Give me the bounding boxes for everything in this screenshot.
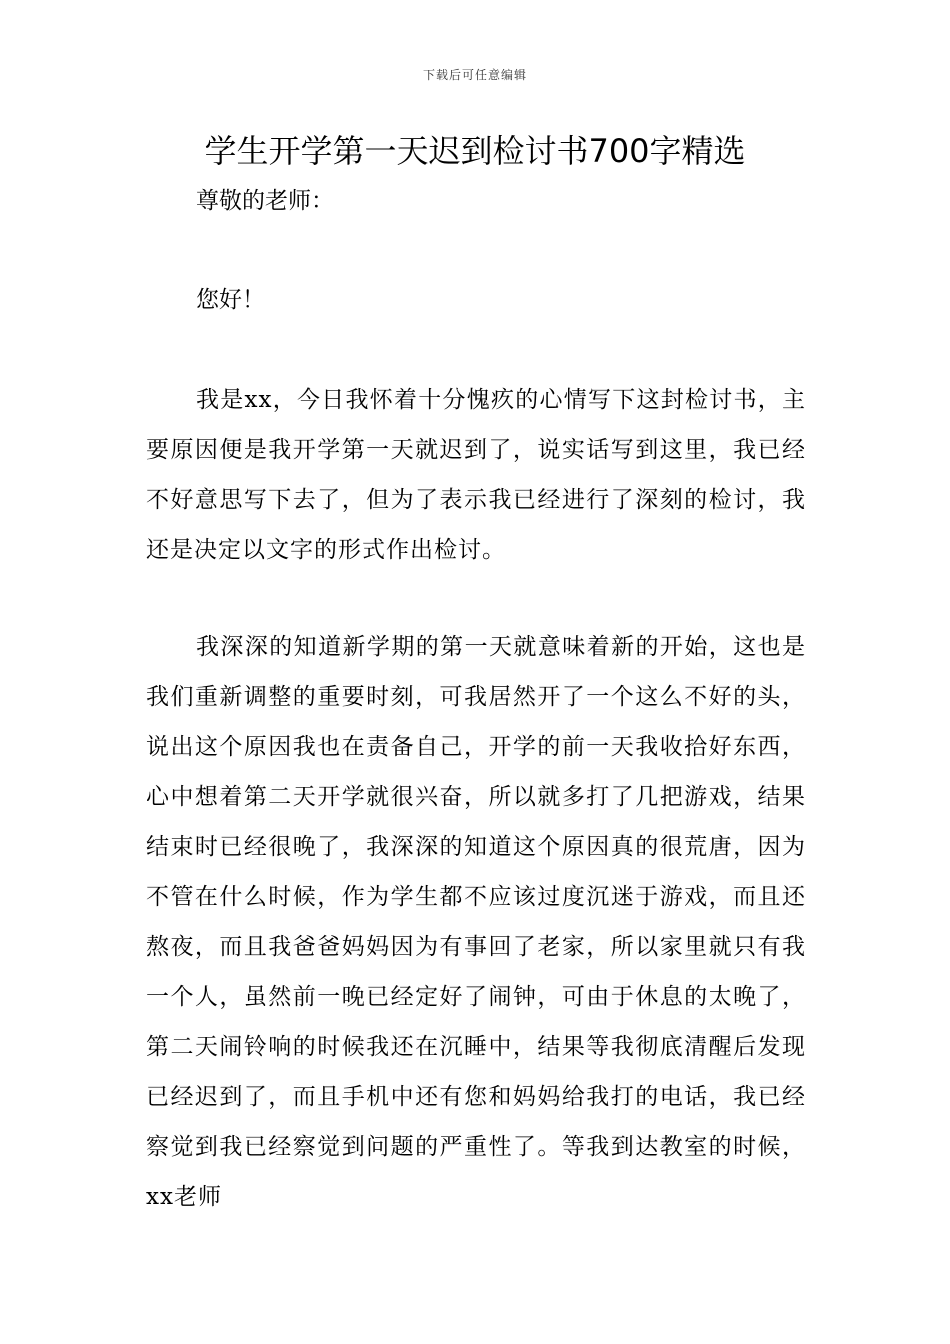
document-title: 学生开学第一天迟到检讨书700字精选	[204, 132, 746, 170]
body-paragraph-2: 我深深的知道新学期的第一天就意味着新的开始，这也是我们重新调整的重要时刻，可我居然开了一个这么不好的头，说出这个原因我也在责备自己，开学的前一天我收拾好东西，心中想着第二天开学就很兴奋，所以就多打了几把游戏，结果结束时已经很晚了，我深深的知道这个原因真的很荒唐，因为不管在什么时候，作为学生都不应该过度沉迷于游戏，而且还熬夜，而且我爸爸妈妈因为有事回了老家，所以家里就只有我一个人，虽然前一晚已经定好了闹钟，可由于休息的太晚了，第二天闹铃响的时候我还在沉睡中，结果等我彻底清醒后发现已经迟到了，而且手机中还有您和妈妈给我打的电话，我已经察觉到我已经察觉到问题的严重性了。等我到达教室的时候，xx老师	[146, 634, 806, 1210]
greeting: 您好！	[196, 287, 265, 313]
header-note: 下载后可任意编辑	[422, 68, 527, 82]
salutation: 尊敬的老师：	[196, 188, 334, 214]
body-paragraph-1: 我是xx，今日我怀着十分愧疚的心情写下这封检讨书，主要原因便是我开学第一天就迟到了，说实话写到这里，我已经不好意思写下去了，但为了表示我已经进行了深刻的检讨，我还是决定以文字的形式作出检讨。	[146, 387, 806, 563]
